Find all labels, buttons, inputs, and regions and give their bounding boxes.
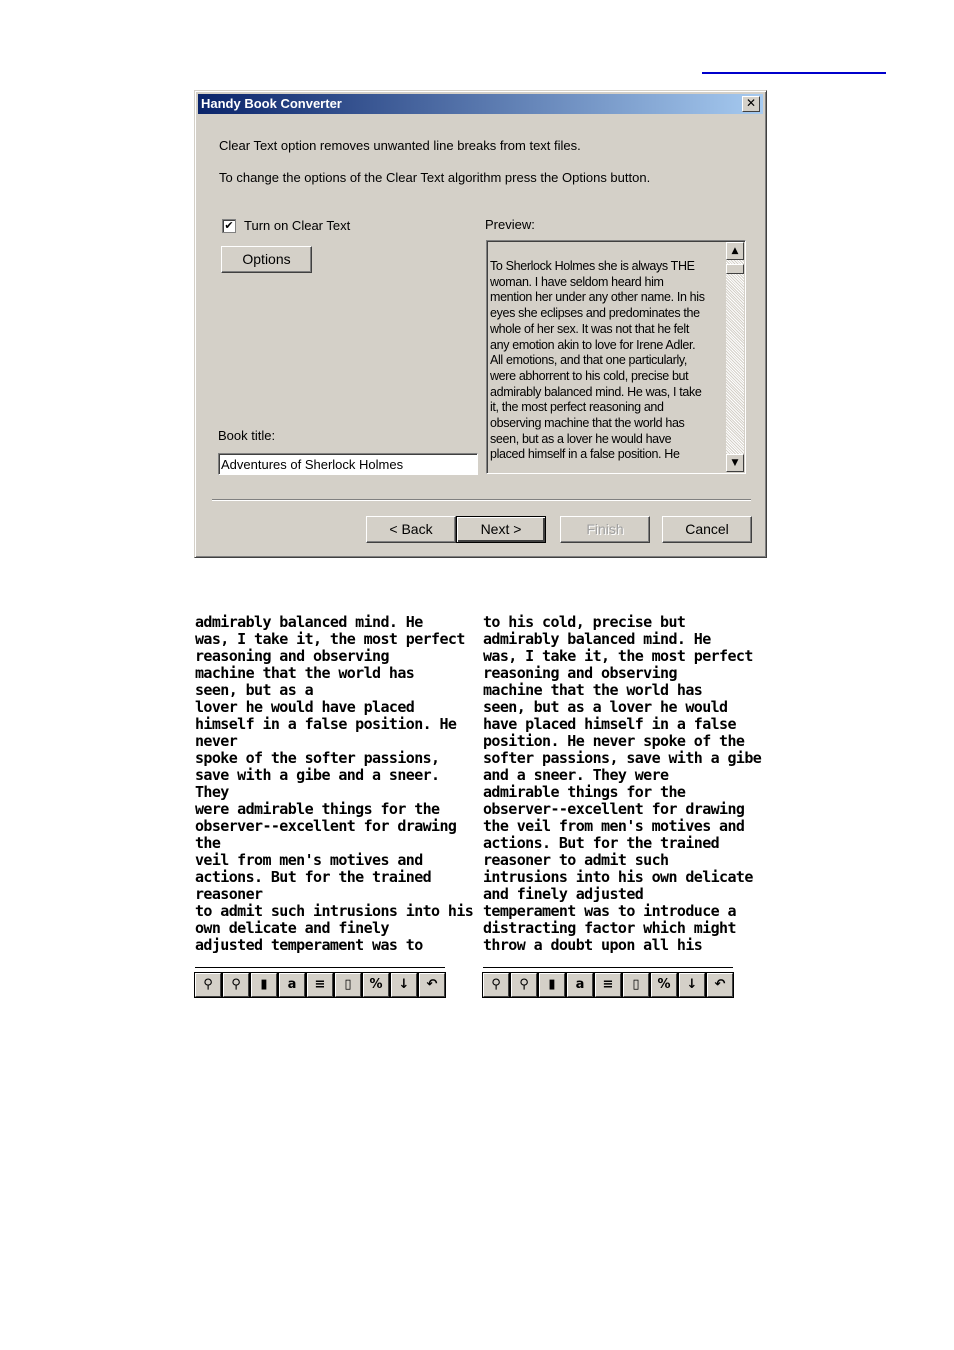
- reader-line: actions. But for the trained: [483, 834, 720, 852]
- reader-line: have placed himself in a false: [483, 715, 736, 733]
- arrow-down-icon: ↓: [398, 977, 410, 992]
- back-arrow-button[interactable]: [707, 973, 733, 997]
- book-title-input[interactable]: Adventures of Sherlock Holmes: [218, 453, 478, 475]
- scroll-thumb[interactable]: [726, 264, 744, 274]
- page-icon: ▯: [632, 977, 640, 992]
- bookmark-icon: ▮: [260, 977, 268, 992]
- reader-line: spoke of the softer passions,: [195, 749, 440, 767]
- book-title-label: Book title:: [218, 428, 276, 443]
- page-icon: ▯: [344, 977, 352, 992]
- close-icon: ✕: [745, 96, 757, 110]
- reader-line: to his cold, precise but: [483, 613, 686, 631]
- preview-line: To Sherlock Holmes she is always THE: [490, 259, 695, 273]
- preview-label: Preview:: [485, 217, 535, 232]
- reader-line: himself in a false position. He: [195, 715, 457, 733]
- reader-right-text: [483, 613, 762, 956]
- check-mark-icon: ✔: [224, 219, 234, 232]
- search-next-button[interactable]: [223, 973, 249, 997]
- reader-line: own delicate and finely: [195, 919, 389, 937]
- search-icon: ⚲: [203, 977, 213, 992]
- percent-icon: %: [657, 977, 671, 992]
- reader-line: reasoner: [195, 885, 263, 903]
- reader-line: intrusions into his own delicate: [483, 868, 753, 886]
- reader-line: and finely adjusted: [483, 885, 644, 903]
- reader-line: admirably balanced mind. He: [483, 630, 711, 648]
- back-arrow-button[interactable]: [419, 973, 445, 997]
- back-arrow-icon: ↶: [426, 977, 438, 992]
- search-next-icon: ⚲: [519, 977, 529, 992]
- preview-line: observing machine that the world has: [490, 416, 685, 431]
- reader-left-separator: [195, 967, 445, 968]
- preview-line: whole of her sex. It was not that he felt: [490, 321, 689, 336]
- reader-line: throw a doubt upon all his: [483, 936, 703, 954]
- finish-button: [560, 516, 650, 543]
- reader-line: was, I take it, the most perfect: [483, 647, 753, 665]
- arrow-down-button[interactable]: [679, 973, 705, 997]
- contents-icon: ≡: [314, 977, 326, 992]
- finish-button-label: Finish: [586, 521, 624, 537]
- percent-button[interactable]: [363, 973, 389, 997]
- reader-right-toolbar: [483, 973, 733, 997]
- dialog-title: Handy Book Converter: [201, 96, 342, 111]
- reader-line: lover he would have placed: [195, 698, 415, 716]
- search-button[interactable]: [195, 973, 221, 997]
- description-line-2: To change the options of the Clear Text algorithm press the Options button.: [219, 170, 651, 185]
- reader-line: reasoning and observing: [483, 664, 677, 682]
- top-link-underline[interactable]: [702, 72, 886, 74]
- preview-text: [490, 259, 722, 471]
- preview-line: seen, but as a lover he would have: [490, 431, 672, 446]
- cancel-button[interactable]: [662, 516, 752, 543]
- reader-line: actions. But for the trained: [195, 868, 432, 886]
- reader-right-separator: [483, 967, 733, 968]
- reader-line: They: [195, 783, 229, 801]
- clear-text-checkbox-label[interactable]: Turn on Clear Text: [244, 218, 351, 233]
- bookmark-icon: ▮: [548, 977, 556, 992]
- reader-line: temperament was to introduce a: [483, 902, 736, 920]
- reader-line: reasoner to admit such: [483, 851, 669, 869]
- arrow-up-icon: ▲: [731, 246, 739, 256]
- options-button-label: Options: [242, 251, 291, 267]
- preview-line: placed himself in a false position. He: [490, 447, 680, 462]
- handy-book-converter-dialog: [194, 90, 767, 558]
- back-arrow-icon: ↶: [714, 977, 726, 992]
- contents-icon: ≡: [602, 977, 614, 992]
- reader-line: save with a gibe and a sneer.: [195, 766, 440, 784]
- reader-left-text: [195, 613, 474, 956]
- reader-line: veil from men's motives and: [195, 851, 423, 869]
- contents-button[interactable]: [595, 973, 621, 997]
- reader-line: admirable things for the: [483, 783, 686, 801]
- scroll-down-button[interactable]: [726, 454, 744, 472]
- reader-line: machine that the world has: [195, 664, 415, 682]
- page-button[interactable]: [335, 973, 361, 997]
- next-button-label: Next >: [480, 521, 522, 537]
- bookmark-button[interactable]: [251, 973, 277, 997]
- contents-button[interactable]: [307, 973, 333, 997]
- preview-line: any emotion akin to love for Irene Adler.: [490, 337, 696, 352]
- reader-line: observer--excellent for drawing: [195, 817, 457, 835]
- preview-line: woman. I have seldom heard him: [490, 274, 664, 289]
- reader-line: to admit such intrusions into his: [195, 902, 474, 920]
- preview-scrollbar[interactable]: [726, 242, 744, 472]
- reader-line: the: [195, 834, 221, 852]
- reader-line: distracting factor which might: [483, 919, 736, 937]
- search-button[interactable]: [483, 973, 509, 997]
- search-icon: ⚲: [491, 977, 501, 992]
- reader-line: position. He never spoke of the: [483, 732, 745, 750]
- search-next-icon: ⚲: [231, 977, 241, 992]
- preview-line: it, the most perfect reasoning and: [490, 400, 664, 415]
- preview-box[interactable]: [486, 240, 746, 474]
- reader-left-toolbar: [195, 973, 445, 997]
- close-button[interactable]: [742, 96, 760, 112]
- search-next-button[interactable]: [511, 973, 537, 997]
- arrow-down-icon: ▼: [731, 458, 739, 468]
- arrow-down-button[interactable]: [391, 973, 417, 997]
- clear-text-checkbox[interactable]: [222, 219, 236, 233]
- next-button[interactable]: [456, 516, 546, 543]
- preview-line: All emotions, and that one particularly,: [490, 353, 687, 368]
- reader-line: the veil from men's motives and: [483, 817, 745, 835]
- reader-line: admirably balanced mind. He: [195, 613, 423, 631]
- preview-line: eyes she eclipses and predominates the: [490, 306, 700, 321]
- arrow-down-icon: ↓: [686, 977, 698, 992]
- preview-line: admirably balanced mind. He was, I take: [490, 384, 702, 399]
- font-icon: a: [287, 977, 297, 992]
- preview-line: were abhorrent to his cold, precise but: [490, 368, 689, 383]
- preview-line: mention her under any other name. In his: [490, 290, 705, 305]
- font-button[interactable]: [567, 973, 593, 997]
- back-button-label: < Back: [389, 521, 433, 537]
- reader-line: machine that the world has: [483, 681, 703, 699]
- page-button[interactable]: [623, 973, 649, 997]
- reader-line: reasoning and observing: [195, 647, 389, 665]
- font-icon: a: [575, 977, 585, 992]
- font-button[interactable]: [279, 973, 305, 997]
- options-button[interactable]: [221, 246, 312, 273]
- bookmark-button[interactable]: [539, 973, 565, 997]
- percent-icon: %: [369, 977, 383, 992]
- reader-line: were admirable things for the: [195, 800, 440, 818]
- reader-line: seen, but as a lover he would: [483, 698, 728, 716]
- reader-line: never: [195, 732, 238, 750]
- back-button[interactable]: [366, 516, 456, 543]
- reader-line: and a sneer. They were: [483, 766, 669, 784]
- reader-line: softer passions, save with a gibe: [483, 749, 762, 767]
- reader-line: adjusted temperament was to: [195, 936, 423, 954]
- percent-button[interactable]: [651, 973, 677, 997]
- button-separator: [212, 499, 751, 501]
- reader-line: was, I take it, the most perfect: [195, 630, 465, 648]
- description-line-1: Clear Text option removes unwanted line breaks from text files.: [219, 138, 581, 153]
- cancel-button-label: Cancel: [685, 521, 729, 537]
- reader-line: observer--excellent for drawing: [483, 800, 745, 818]
- title-bar[interactable]: [198, 94, 763, 114]
- reader-line: seen, but as a: [195, 681, 314, 699]
- scroll-up-button[interactable]: [726, 242, 744, 260]
